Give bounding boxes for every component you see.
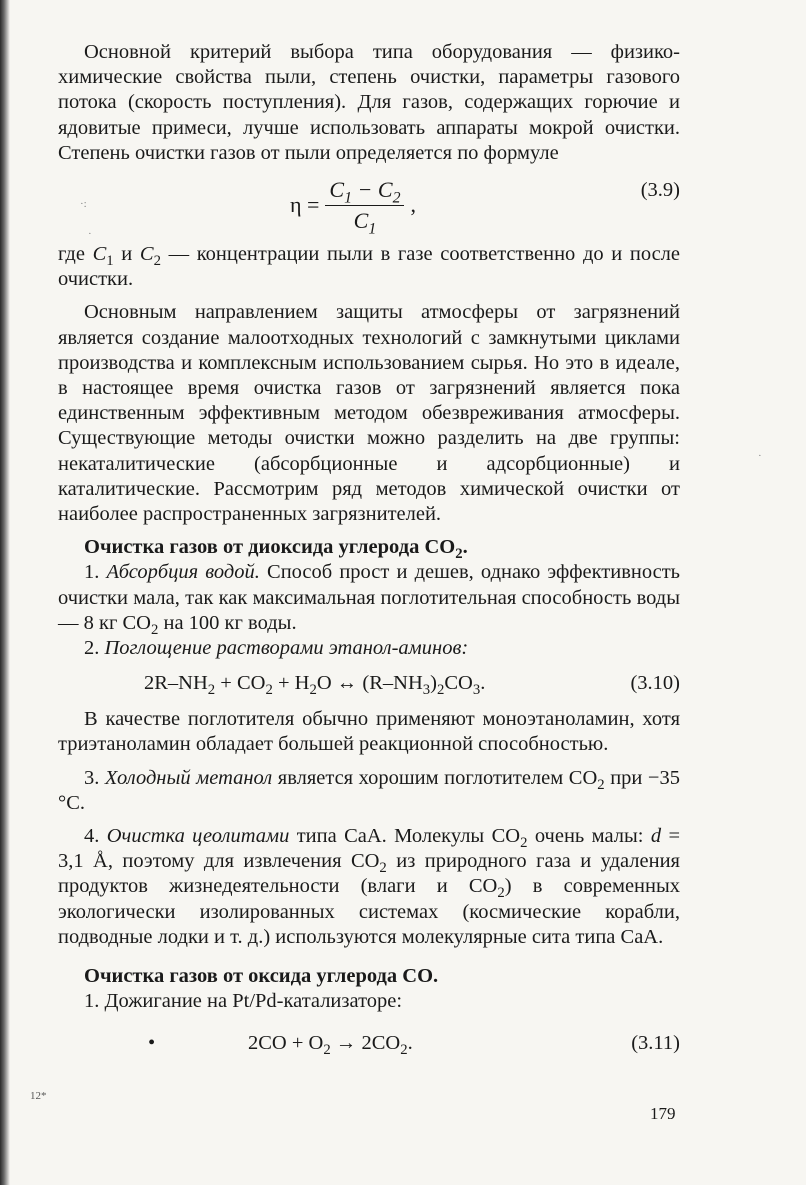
formula-numerator: $C_1 - C_2$ — [325, 177, 404, 205]
equation-3-10 — [58, 667, 680, 701]
equation-number-3-10: (3.10) — [630, 672, 680, 695]
formula-number-3-9: (3.9) — [640, 179, 680, 202]
page-number: 179 — [650, 1104, 676, 1123]
page-body — [58, 40, 680, 1067]
signature-stamp: 12* — [30, 1090, 47, 1102]
equation-3-11-expression: $2CO + O_2 \to 2CO_2$. — [248, 1031, 413, 1058]
paragraph-equipment-criteria: Основной критерий выбора типа оборудования — физико-химические свойства пыли, степень очистки, параметры газового потока (скорость поступления). Для газов, содержащих горючие и ядовитые примеси, лучше использовать аппараты мокрой очистки. Степень очистки газов от пыли определяется по формуле — [58, 41, 680, 164]
list-item-cold-methanol: 3. Холодный метанол является хорошим поглотителем $СО_2$ при −35 °С. — [58, 766, 680, 814]
scan-speck: ·: — [80, 198, 87, 210]
paragraph-absorbent-choice: В качестве поглотителя обычно применяют моноэтаноламин, хотя триэтаноламин обладает большей реакционной способностью. — [58, 708, 680, 756]
scan-speck: · — [758, 450, 762, 462]
heading-co2-cleaning: Очистка газов от диоксида углерода $СО_2$. — [84, 536, 468, 563]
heading-co-cleaning: Очистка газов от оксида углерода СО. — [84, 965, 439, 988]
list-item-ethanolamine: 2. Поглощение растворами этанол-аминов: — [84, 637, 469, 660]
equation-number-3-11: (3.11) — [631, 1031, 680, 1054]
equation-3-11 — [58, 1027, 680, 1061]
equation-bullet: • — [148, 1031, 156, 1054]
formula-expression — [290, 172, 416, 238]
scan-speck: · — [88, 228, 92, 240]
formula-comma: , — [410, 192, 416, 218]
paragraph-atmosphere-protection: Основным направлением защиты атмосферы от загрязнений является создание малоотходных технологий с замкнутыми циклами производства и комплексным использованием сырья. Но это в идеале, в настоящее время очистка газов от загрязнений является пока единственным эффективным методом обезвреживания атмосферы. Существующие методы очистки можно разделить на две группы: некаталитические (абсорбционные и адсорбционные) и каталитические. Рассмотрим ряд методов химической очистки от наиболее распространенных загрязнителей. — [58, 301, 680, 526]
equation-3-10-expression: $2R-NH_2 + CO_2 + H_2O$ ↔ $(R-NH_3)_2CO_3$. — [144, 672, 486, 699]
list-item-water-absorption: 1. Абсорбция водой. Способ прост и дешев, однако эффективность очистки мала, так как максимальная поглотительная способность воды — 8 кг $СО_2$ на 100 кг воды. — [58, 561, 681, 638]
list-item-afterburning: 1. Дожигание на Pt/Pd-катализаторе: — [84, 990, 403, 1013]
paragraph-where-concentrations: где $C_1$ и $C_2$ — концентрации пыли в газе соответственно до и после очистки. — [58, 243, 681, 291]
formula-fraction — [325, 177, 404, 237]
page-edge-shadow — [0, 0, 10, 1185]
formula-eta: η = — [290, 192, 320, 218]
formula-denominator: $C_1$ — [353, 207, 377, 237]
formula-3-9 — [58, 172, 680, 238]
list-item-zeolites: 4. Очистка цеолитами типа СаА. Молекулы $СО_2$ очень малы: d = 3,1 Å, поэтому для извлечения $СО_2$ из природного газа и удаления продуктов жизнедеятельности (влаги и $СО_2$) в современных экологически изолированных системах (космические корабли, подводные лодки и т. д.) используются молекулярные сита типа СаА. — [58, 825, 681, 948]
